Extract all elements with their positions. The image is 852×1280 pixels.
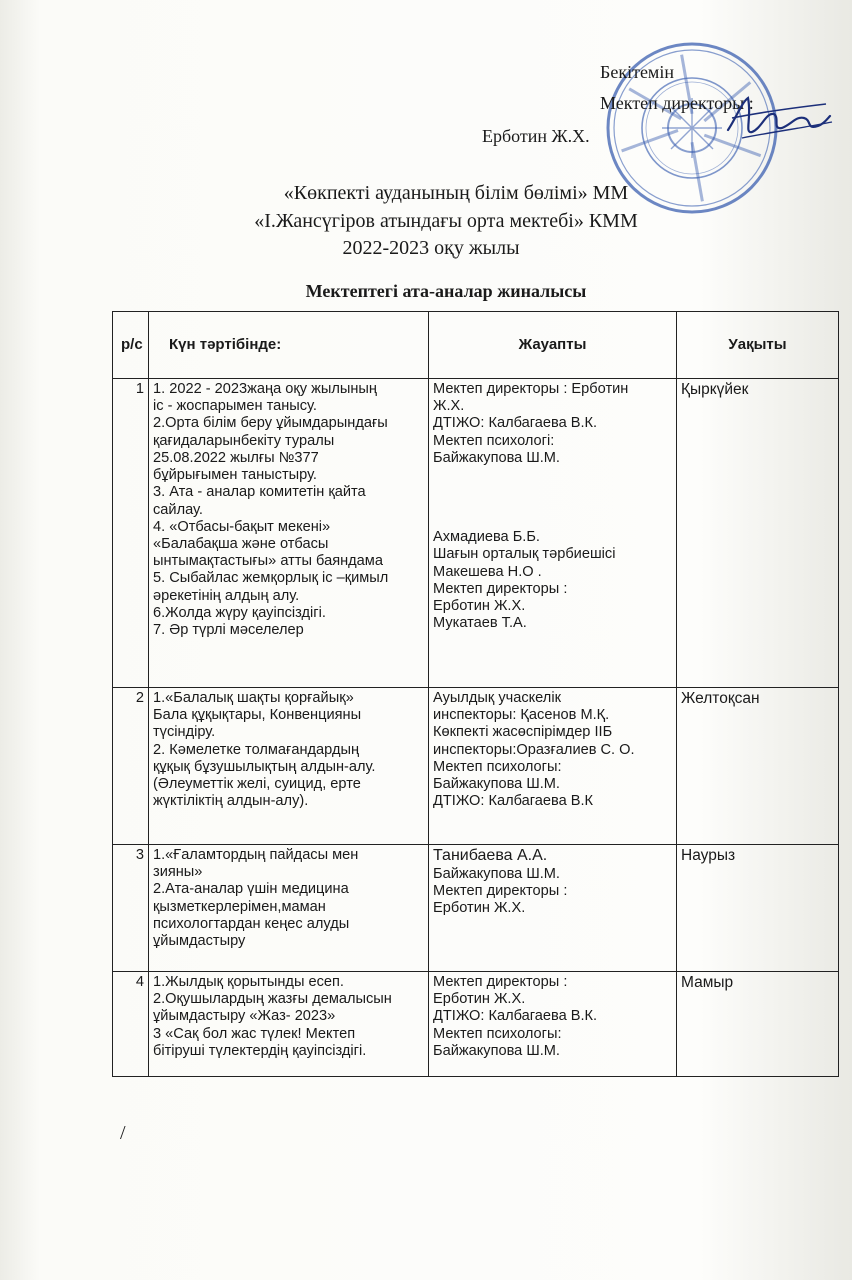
header-line-2: «І.Жансүгіров атындағы орта мектебі» КММ <box>254 210 638 232</box>
responsible-line: Мектеп директоры : <box>433 580 568 597</box>
spacer <box>433 467 672 529</box>
table-row <box>113 972 839 1077</box>
responsible-line: Мектеп психологы: <box>433 758 562 775</box>
header-agenda: Күн тәртібінде: <box>149 312 429 379</box>
agenda-line: «Балабақша және отбасы <box>153 535 329 552</box>
header-time: Уақыты <box>677 312 839 379</box>
agenda-line: 4. «Отбасы-бақыт мекені» <box>153 518 331 535</box>
responsible-line: Байжакупова Ш.М. <box>433 1042 560 1059</box>
responsible-line: Шағын орталық тәрбиешісі <box>433 546 616 563</box>
header-responsible: Жауапты <box>429 312 677 379</box>
responsible-line: Мектеп директоры : Ерботин <box>433 381 629 397</box>
table-row <box>113 845 839 972</box>
responsible-line: Ауылдық учаскелік <box>433 690 561 706</box>
agenda-line: (Әлеуметтік желі, суицид, ерте <box>153 776 361 793</box>
time-cell: Қыркүйек <box>677 379 839 688</box>
agenda-line: 3. Ата - аналар комитетін қайта <box>153 484 366 501</box>
agenda-line: ұйымдастыру «Жаз- 2023» <box>153 1008 336 1025</box>
agenda-line: 25.08.2022 жылғы №377 <box>153 449 319 466</box>
row-number: 1 <box>113 379 149 688</box>
agenda-cell <box>149 688 429 845</box>
row-number: 4 <box>113 972 149 1077</box>
agenda-line: 2.Орта білім беру ұйымдарындағы <box>153 415 388 432</box>
agenda-line: Бала құқықтары, Конвенцияны <box>153 707 362 724</box>
signature-icon <box>722 88 834 144</box>
responsible-line: Мектеп психологі: <box>433 432 555 449</box>
agenda-line: бітіруші түлектердің қауіпсіздігі. <box>153 1042 367 1059</box>
responsible-line: ДТІЖО: Калбагаева В.К. <box>433 1008 598 1025</box>
responsible-line: Мектеп директоры : <box>433 974 568 990</box>
agenda-cell <box>149 845 429 972</box>
agenda-line: 2.Ата-аналар үшін медицина <box>153 881 349 898</box>
agenda-cell <box>149 379 429 688</box>
responsible-line: инспекторы:Оразғалиев С. О. <box>433 741 635 758</box>
responsible-line: Ж.Х. <box>433 398 465 415</box>
agenda-line: түсіндіру. <box>153 724 216 741</box>
approval-name: Ерботин Ж.Х. <box>482 126 590 146</box>
agenda-line: әрекетінің алдың алу. <box>153 587 300 604</box>
responsible-line: Танибаева А.А. <box>433 847 548 864</box>
responsible-cell <box>429 845 677 972</box>
agenda-line: 6.Жолда жүру қауіпсіздігі. <box>153 604 326 621</box>
agenda-line: ынтымақтастығы» атты баяндама <box>153 553 383 570</box>
agenda-line: қызметкерлерімен,маман <box>153 898 326 915</box>
responsible-line: Мукатаев Т.А. <box>433 615 527 632</box>
responsible-cell <box>429 688 677 845</box>
responsible-line: Көкпекті жасөспірімдер ІІБ <box>433 724 613 741</box>
agenda-cell <box>149 972 429 1077</box>
agenda-line: жүктіліктің алдын-алу). <box>153 793 309 810</box>
responsible-line: инспекторы: Қасенов М.Қ. <box>433 707 610 724</box>
responsible-line: ДТІЖО: Калбагаева В.К. <box>433 415 598 432</box>
row-number: 3 <box>113 845 149 972</box>
agenda-line: 5. Сыбайлас жемқорлық іс –қимыл <box>153 570 389 587</box>
responsible-line: Байжакупова Ш.М. <box>433 449 560 466</box>
agenda-line: 1.«Балалық шақты қорғайық» <box>153 690 354 706</box>
header-line-3: 2022-2023 оқу жылы <box>342 237 520 259</box>
responsible-cell <box>429 972 677 1077</box>
responsible-line: Байжакупова Ш.М. <box>433 865 560 882</box>
responsible-line: Ахмадиева Б.Б. <box>433 529 540 546</box>
table-row <box>113 379 839 688</box>
time-cell: Наурыз <box>677 845 839 972</box>
agenda-line: зияны» <box>153 864 203 881</box>
agenda-line: құқық бұзушылықтың алдын-алу. <box>153 758 376 775</box>
header-line-1: «Көкпекті ауданының білім бөлімі» ММ <box>283 182 629 204</box>
page-mark: / <box>120 1122 126 1144</box>
agenda-line: 1.Жылдық қорытынды есеп. <box>153 974 344 990</box>
agenda-line: 2. Кәмелетке толмағандардың <box>153 741 360 758</box>
responsible-line: Макешева Н.О . <box>433 563 542 580</box>
row-number: 2 <box>113 688 149 845</box>
approval-role: Мектеп директоры : <box>600 93 754 113</box>
approval-title: Бекітемін <box>600 62 674 82</box>
responsible-line: Ерботин Ж.Х. <box>433 991 526 1008</box>
agenda-line: 3 «Сақ бол жас түлек! Мектеп <box>153 1025 356 1042</box>
table-row <box>113 688 839 845</box>
agenda-line: 2.Оқушылардың жазғы демалысын <box>153 991 392 1008</box>
agenda-line: психологтардан кеңес алуды <box>153 915 350 932</box>
header-number: р/с <box>113 312 149 379</box>
document-subtitle: Мектептегі ата-аналар жиналысы <box>305 281 587 301</box>
agenda-line: 7. Әр түрлі мәселелер <box>153 622 304 639</box>
responsible-line: Ерботин Ж.Х. <box>433 900 526 917</box>
responsible-line: Мектеп директоры : <box>433 883 568 900</box>
meeting-plan-table <box>112 311 839 1077</box>
table-header-row <box>113 312 839 379</box>
agenda-line: сайлау. <box>153 501 203 518</box>
responsible-cell <box>429 379 677 688</box>
time-cell: Желтоқсан <box>677 688 839 845</box>
responsible-line: Байжакупова Ш.М. <box>433 776 560 793</box>
agenda-line: ұйымдастыру <box>153 933 246 950</box>
responsible-line: Ерботин Ж.Х. <box>433 597 526 614</box>
agenda-line: 1.«Ғаламтордың пайдасы мен <box>153 847 359 863</box>
time-cell: Мамыр <box>677 972 839 1077</box>
responsible-line: ДТІЖО: Калбагаева В.К <box>433 793 594 810</box>
responsible-line: Мектеп психологы: <box>433 1025 562 1042</box>
agenda-line: 1. 2022 - 2023жаңа оқу жылының <box>153 381 377 397</box>
agenda-line: қағидаларынбекіту туралы <box>153 432 335 449</box>
agenda-line: іс - жоспарымен танысу. <box>153 398 317 415</box>
agenda-line: бұйрығымен таныстыру. <box>153 467 317 484</box>
